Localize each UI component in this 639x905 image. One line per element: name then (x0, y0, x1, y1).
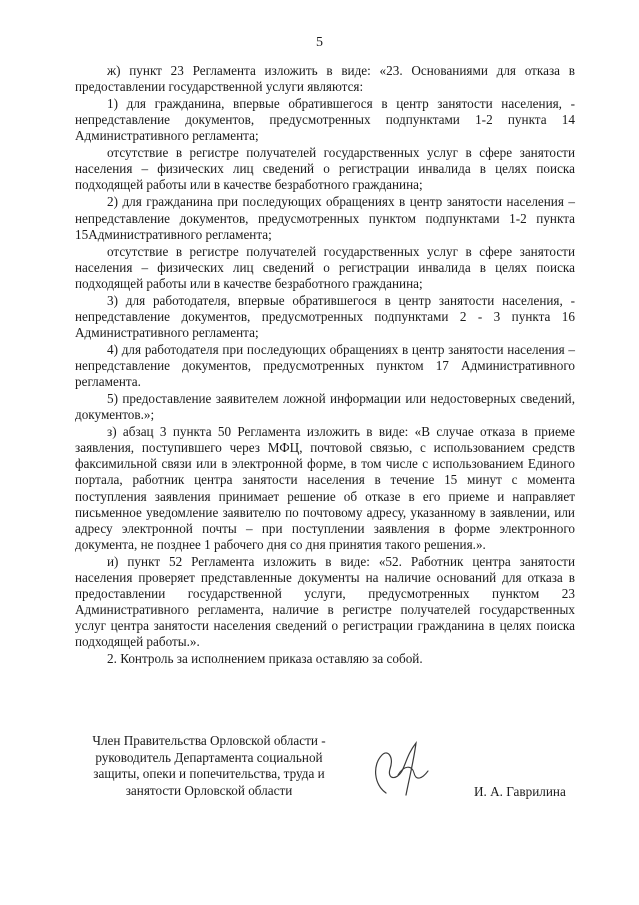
paragraph-item-5: 5) предоставление заявителем ложной информации или недостоверных сведений, документов.»; (75, 391, 575, 423)
paragraph-item-zh: ж) пункт 23 Регламента изложить в виде: «23. Основаниями для отказа в предоставлении государственной услуги являются: (75, 63, 575, 95)
paragraph-item-4: 4) для работодателя при последующих обращениях в центр занятости населения – непредставление документов, предусмотренных пунктом 17 Административного регламента. (75, 341, 575, 390)
paragraph-item-1: 1) для гражданина, впервые обратившегося в центр занятости населения, - непредставление документов, предусмотренных подпунктами 1-2 пункта 14 Административного регламента; (75, 96, 575, 144)
paragraph-item-z: з) абзац 3 пункта 50 Регламента изложить в виде: «В случае отказа в приеме заявления, поступившего через МФЦ, почтовой связью, с использованием средств факсимильной связи или в электронной форме, в том числе с использованием Единого портала, работник центра занятости населения в течение 15 минут с момента поступления заявления принимает решение об отказе в его приеме и направляет письменное уведомление заявителю по почтовому адресу, указанному в заявлении, или адресу электронной почты – при поступлении заявления в форме электронного документа, не позднее 1 рабочего дня со дня принятия такого решения.». (75, 424, 575, 552)
signatory-title-line: защиты, опеки и попечительства, труда и (93, 766, 325, 781)
signatory-title-line: руководитель Департамента социальной (95, 749, 323, 765)
paragraph-item-2: 2) для гражданина при последующих обращениях в центр занятости населения – непредставление документов, предусмотренных пунктом подпунктами 1-2 пункта 15Административного регламента; (75, 194, 575, 242)
paragraph-item-i: и) пункт 52 Регламента изложить в виде: «52. Работник центра занятости населения проверяет представленные документы на наличие оснований для отказа в предоставлении государственной услуги, предусмотренных пунктом 23 Административного регламента, наличие в регистре получателей государственных услуг центра занятости населения сведений о регистрации гражданина в целях поиска подходящей работы.». (75, 553, 575, 650)
handwritten-signature (360, 735, 440, 803)
signature-block (0, 733, 639, 813)
signatory-title-line: занятости Орловской области (125, 782, 293, 798)
paragraph-item-3: 3) для работодателя, впервые обратившегося в центр занятости населения, - непредставление документов, предусмотренных подпунктами 2 - 3 пункта 16 Административного регламента; (75, 292, 575, 340)
paragraph-absence-2: отсутствие в регистре получателей государственных услуг в сфере занятости населения – физических лиц сведений о регистрации инвалида в целях поиска подходящей работы или в качестве безработного гражданина; (75, 243, 575, 291)
signatory-name: И. А. Гаврилина (474, 784, 566, 799)
signatory-title-line: Член Правительства Орловской области - (92, 733, 326, 748)
signatory-title (74, 733, 344, 799)
page-number: 5 (316, 35, 323, 50)
paragraph-control: 2. Контроль за исполнением приказа оставляю за собой. (107, 651, 423, 667)
document-body (75, 63, 575, 668)
paragraph-absence-1: отсутствие в регистре получателей государственных услуг в сфере занятости населения – физических лиц сведений о регистрации инвалида в целях поиска подходящей работы или в качестве безработного гражданина; (75, 145, 575, 193)
